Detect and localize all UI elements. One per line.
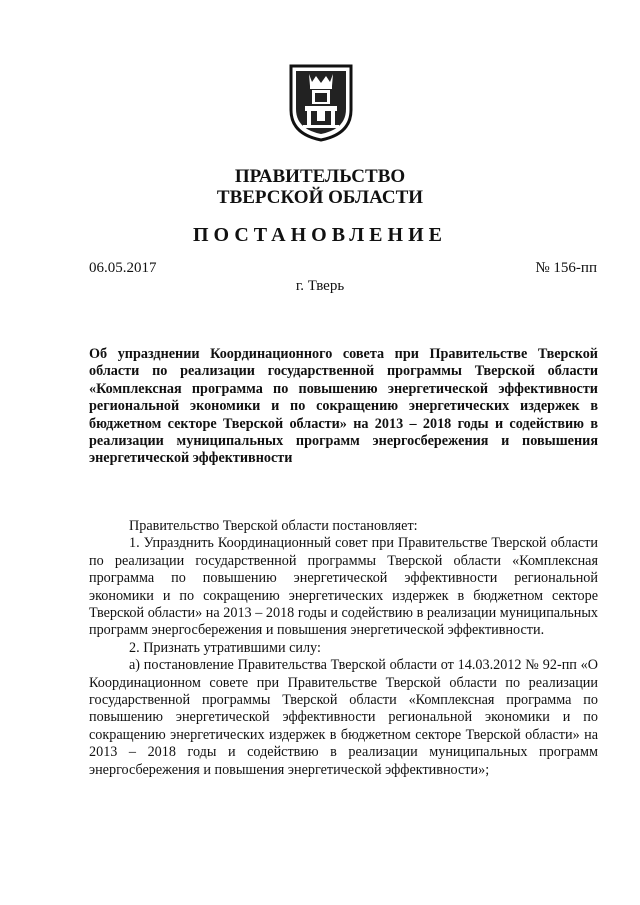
government-region: ТВЕРСКОЙ ОБЛАСТИ — [216, 187, 424, 208]
document-number: № 156-пп — [535, 260, 597, 276]
tver-coat-of-arms-icon — [287, 62, 355, 142]
document-city: г. Тверь — [295, 278, 345, 294]
body-intro: Правительство Тверской области постановляет: — [129, 518, 418, 534]
document-body — [89, 518, 598, 779]
body-item-1: 1. Упразднить Координационный совет при Правительстве Тверской области по реализации государственной программы Тверской области «Комплексная программа по повышению энергетической эффективности региональной экономики и по сокращению энергетических издержек в бюджетном секторе Тверской области» на 2013 – 2018 годы и содействию в реализации муниципальных программ энергосбережения и повышения энергетической эффективности. — [89, 535, 598, 639]
body-item-2a: а) постановление Правительства Тверской области от 14.03.2012 № 92-пп «О Координационном совете при Правительстве Тверской области по реализации государственной программы Тверской области «Комплексная программа по повышению энергетической эффективности региональной экономики и по сокращению энергетических издержек в бюджетном секторе Тверской области» на 2013 – 2018 годы и содействию в реализации муниципальных программ энергосбережения и повышения энергетической эффективности»; — [89, 657, 598, 778]
document-subject: Об упразднении Координационного совета при Правительстве Тверской области по реализации государственной программы Тверской области «Комплексная программа по повышению энергетической эффективности региональной экономики и по сокращению энергетических издержек в бюджетном секторе Тверской области» на 2013 – 2018 годы и содействию в реализации муниципальных программ энергосбережения и повышения энергетической эффективности — [89, 346, 598, 467]
document-date: 06.05.2017 — [89, 260, 157, 276]
document-type-title: ПОСТАНОВЛЕНИЕ — [193, 224, 447, 246]
body-item-2: 2. Признать утратившими силу: — [129, 639, 321, 656]
government-title: ПРАВИТЕЛЬСТВО — [234, 166, 406, 187]
